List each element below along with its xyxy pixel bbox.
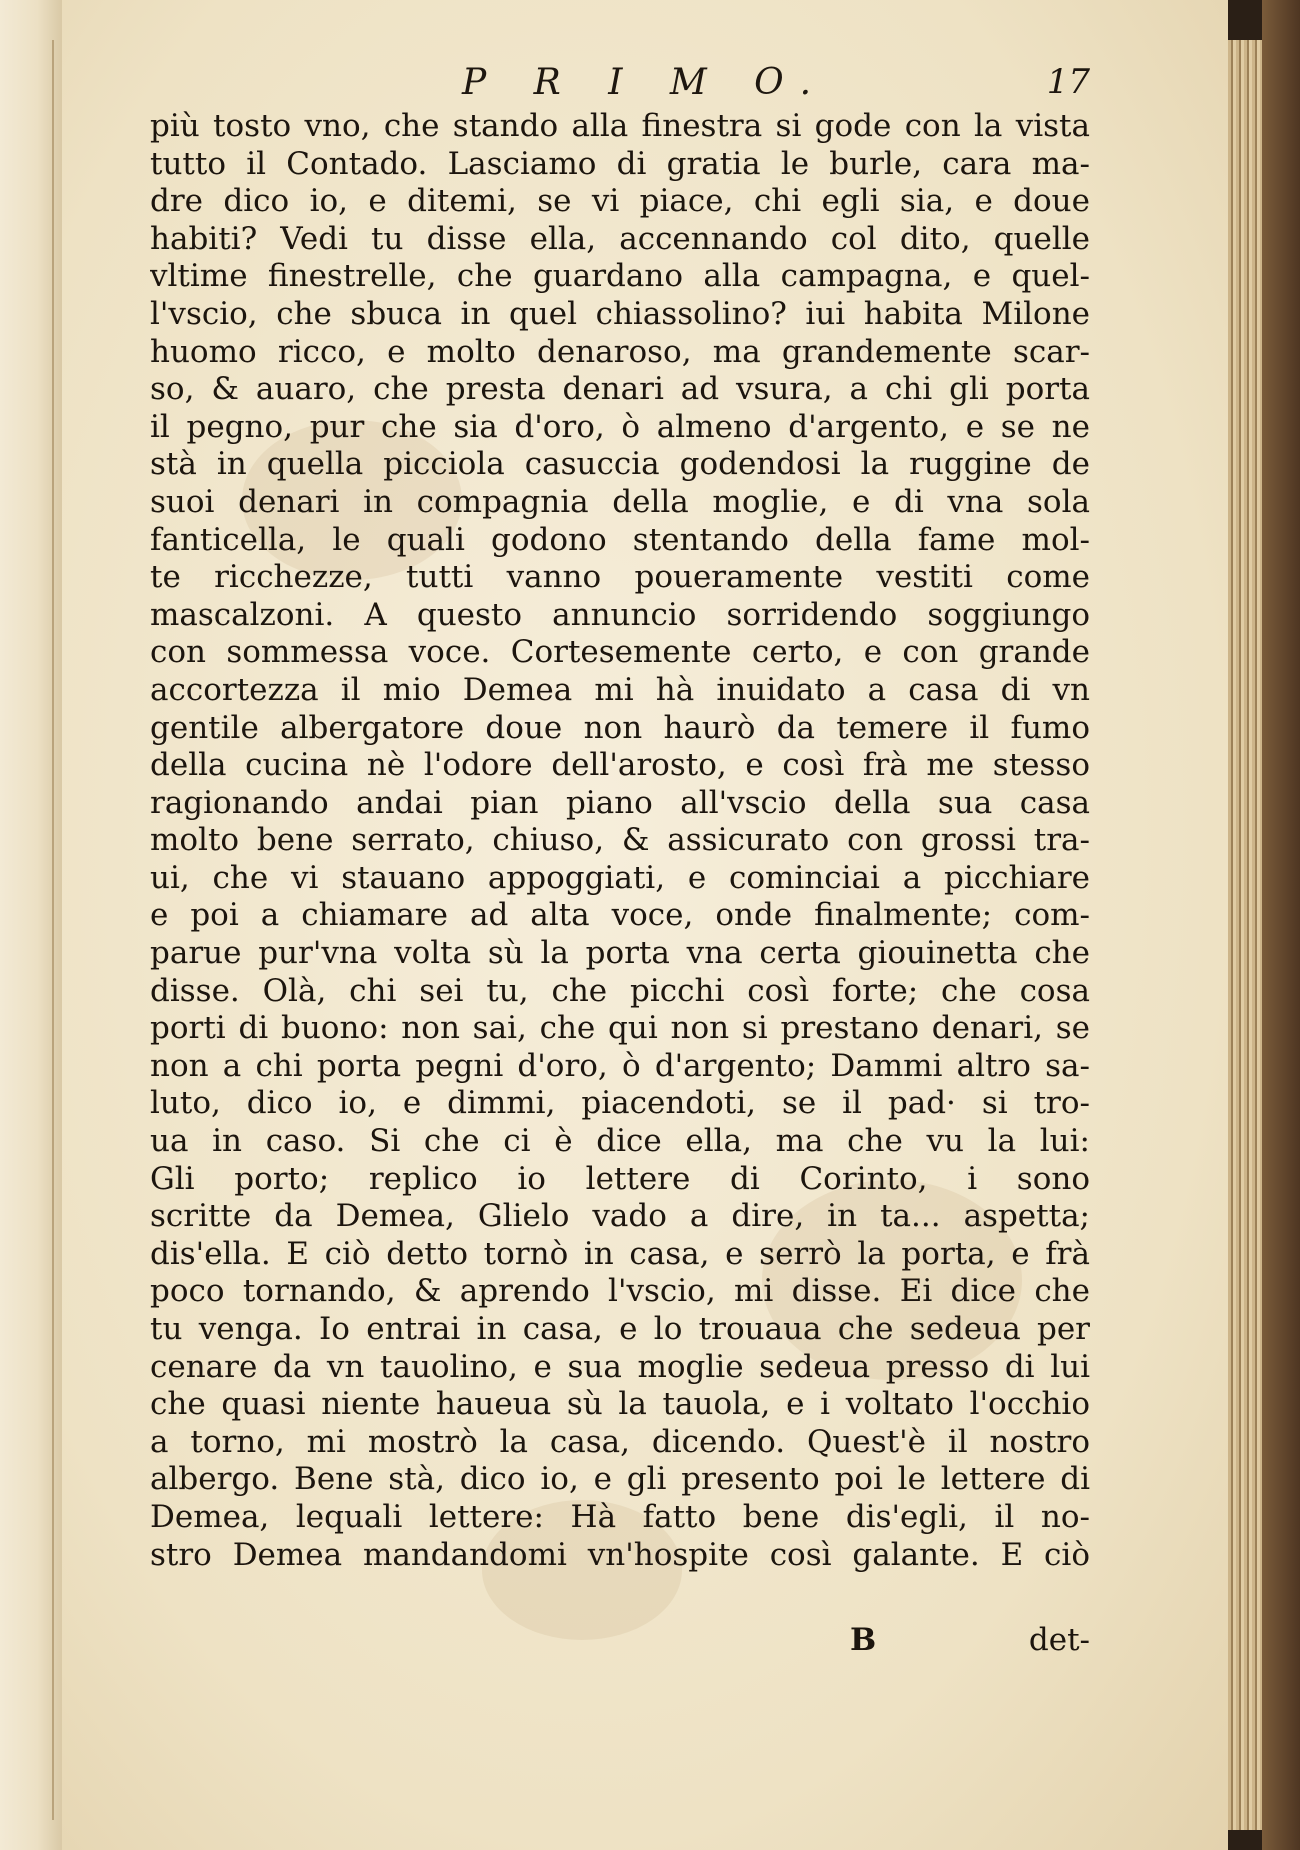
text-line: habiti? Vedi tu disse ella, accennando col dito, quelle (150, 220, 1090, 257)
page-header (150, 58, 1090, 108)
text-line: mascalzoni. A questo annuncio sorridendo soggiungo (150, 596, 1090, 633)
text-line: ui, che vi stauano appoggiati, e cominciai a picchiare (150, 859, 1090, 896)
book-gutter (0, 0, 62, 1850)
text-line: Gli porto; replico io lettere di Corinto, i sono (150, 1160, 1090, 1197)
text-line: luto, dico io, e dimmi, piacendoti, se il pad· si tro- (150, 1085, 1090, 1122)
text-line: te ricchezze, tutti vanno poueramente vestiti come (150, 559, 1090, 596)
text-line: accortezza il mio Demea mi hà inuidato a casa di vn (150, 671, 1090, 708)
text-line: fanticella, le quali godono stentando della fame mol- (150, 521, 1090, 558)
text-line: con sommessa voce. Cortesemente certo, e con grande (150, 634, 1090, 671)
text-line: stà in quella picciola casuccia godendosi la ruggine de (150, 446, 1090, 483)
text-line: porti di buono: non sai, che qui non si prestano denari, se (150, 1010, 1090, 1047)
text-line: stro Demea mandandomi vn'hospite così galante. E ciò (150, 1536, 1090, 1573)
text-line: vltime finestrelle, che guardano alla campagna, e quel- (150, 258, 1090, 295)
text-line: gentile albergatore doue non haurò da temere il fumo (150, 709, 1090, 746)
text-line: non a chi porta pegni d'oro, ò d'argento; Dammi altro sa- (150, 1047, 1090, 1084)
text-line: e poi a chiamare ad alta voce, onde finalmente; com- (150, 897, 1090, 934)
text-line: dis'ella. E ciò detto tornò in casa, e serrò la porta, e frà (150, 1235, 1090, 1272)
text-line: della cucina nè l'odore dell'arosto, e così frà me stesso (150, 747, 1090, 784)
text-line: ua in caso. Si che ci è dice ella, ma che vu la lui: (150, 1123, 1090, 1160)
text-line: huomo ricco, e molto denaroso, ma grandemente scar- (150, 333, 1090, 370)
text-line: a torno, mi mostrò la casa, dicendo. Quest'è il nostro (150, 1423, 1090, 1460)
text-line: Demea, lequali lettere: Hà fatto bene dis'egli, il no- (150, 1498, 1090, 1535)
text-line: l'vscio, che sbuca in quel chiassolino? iui habita Milone (150, 295, 1090, 332)
text-line: tutto il Contado. Lasciamo di gratia le burle, cara ma- (150, 145, 1090, 182)
running-head: P R I M O. (462, 62, 830, 103)
text-line: poco tornando, & aprendo l'vscio, mi disse. Ei dice che (150, 1273, 1090, 1310)
body-text (150, 108, 1090, 1574)
text-line: il pegno, pur che sia d'oro, ò almeno d'argento, e se ne (150, 408, 1090, 445)
text-line: cenare da vn tauolino, e sua moglie sedeua presso di lui (150, 1348, 1090, 1385)
text-line: parue pur'vna volta sù la porta vna certa giouinetta che (150, 935, 1090, 972)
text-line: suoi denari in compagnia della moglie, e di vna sola (150, 483, 1090, 520)
catchword: det- (1028, 1622, 1090, 1658)
text-line: so, & auaro, che presta denari ad vsura, a chi gli porta (150, 371, 1090, 408)
text-line: albergo. Bene stà, dico io, e gli presento poi le lettere di (150, 1461, 1090, 1498)
text-line: disse. Olà, chi sei tu, che picchi così forte; che cosa (150, 972, 1090, 1009)
signature-mark: B (850, 1622, 877, 1658)
book-cover-edge (1262, 0, 1300, 1850)
text-line: scritte da Demea, Glielo vado a dire, in ta... aspetta; (150, 1198, 1090, 1235)
text-line: molto bene serrato, chiuso, & assicurato con grossi tra- (150, 822, 1090, 859)
page-footer (150, 1622, 1090, 1666)
text-line: più tosto vno, che stando alla finestra si gode con la vista (150, 108, 1090, 144)
text-line: tu venga. Io entrai in casa, e lo trouaua che sedeua per (150, 1311, 1090, 1347)
text-line: dre dico io, e ditemi, se vi piace, chi egli sia, e doue (150, 183, 1090, 220)
page-number: 17 (1046, 62, 1090, 102)
text-line: ragionando andai pian piano all'vscio della sua casa (150, 784, 1090, 821)
text-line: che quasi niente haueua sù la tauola, e i voltato l'occhio (150, 1386, 1090, 1423)
